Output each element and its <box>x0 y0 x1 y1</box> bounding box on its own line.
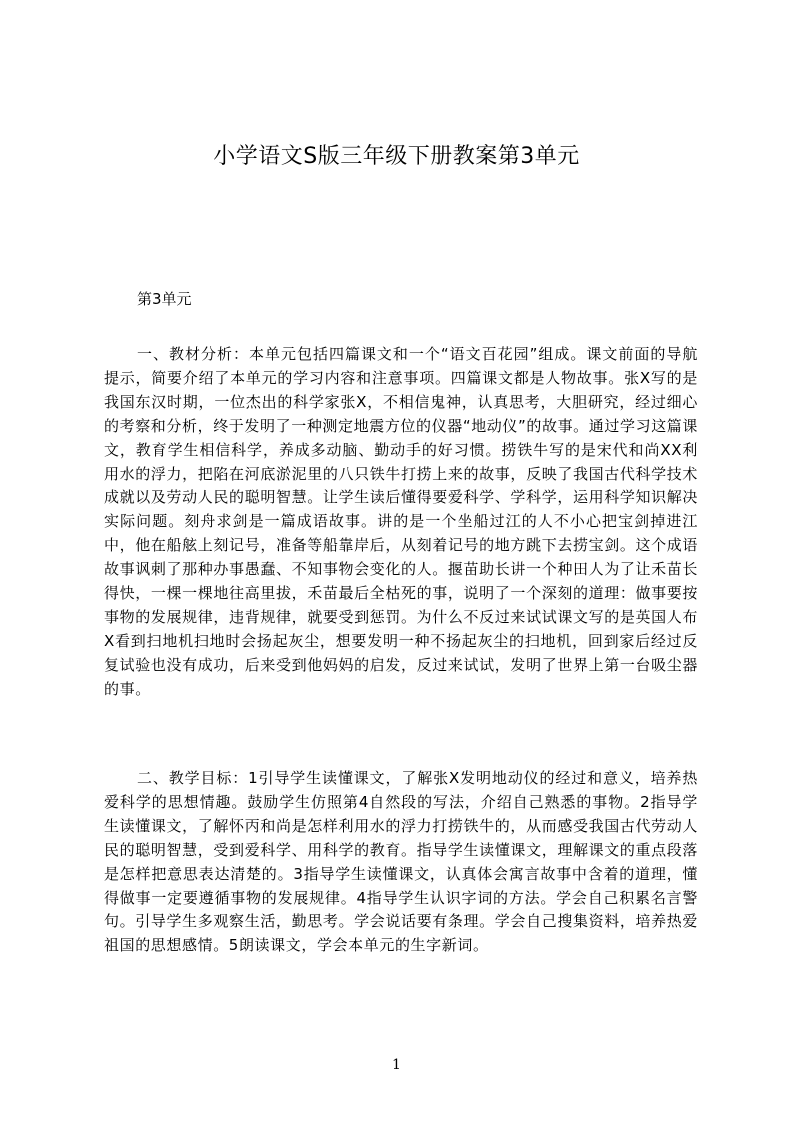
page-number: 1 <box>392 1057 401 1073</box>
unit-heading: 第3单元 <box>137 290 192 308</box>
document-title: 小学语文S版三年级下册教案第3单元 <box>213 144 580 169</box>
paragraph-material-analysis: 一、教材分析：本单元包括四篇课文和一个“语文百花园”组成。课文前面的导航提示，简要介绍了本单元的学习内容和注意事项。四篇课文都是人物故事。张X写的是我国东汉时期，一位杰出的科学家张X，不相信鬼神，认真思考，大胆研究，经过细心的考察和分析，终于发明了一种测定地震方位的仪器“地动仪”的故事。通过学习这篇课文，教育学生相信科学，养成多动脑、勤动手的好习惯。捞铁牛写的是宋代和尚XX利用水的浮力，把陷在河底淤泥里的八只铁牛打捞上来的故事，反映了我国古代科学技术成就以及劳动人民的聪明智慧。让学生读后懂得要爱科学、学科学，运用科学知识解决实际问题。刻舟求剑是一篇成语故事。讲的是一个坐船过江的人不小心把宝剑掉进江中，他在船舷上刻记号，准备等船靠岸后，从刻着记号的地方跳下去捞宝剑。这个成语故事讽刺了那种办事愚蠢、不知事物会变化的人。揠苗助长讲一个种田人为了让禾苗长得快，一棵一棵地往高里拔，禾苗最后全枯死的事，说明了一个深刻的道理：做事要按事物的发展规律，违背规律，就要受到惩罚。为什么不反过来试试课文写的是英国人布X看到扫地机扫地时会扬起灰尘，想要发明一种不扬起灰尘的扫地机，回到家后经过反复试验也没有成功，后来受到他妈妈的启发，反过来试试，发明了世界上第一台吸尘器的事。 <box>104 345 698 698</box>
paragraph-teaching-objectives: 二、教学目标：1引导学生读懂课文，了解张X发明地动仪的经过和意义，培养热爱科学的思想情趣。鼓励学生仿照第4自然段的写法，介绍自己熟悉的事物。2指导学生读懂课文，了解怀丙和尚是怎样利用水的浮力打捞铁牛的，从而感受我国古代劳动人民的聪明智慧，受到爱科学、用科学的教育。指导学生读懂课文，理解课文的重点段落是怎样把意思表达清楚的。3指导学生读懂课文，认真体会寓言故事中含着的道理，懂得做事一定要遵循事物的发展规律。4指导学生认识字词的方法。学会自己积累名言警句。引导学生多观察生活，勤思考。学会说话要有条理。学会自己搜集资料，培养热爱祖国的思想感情。5朗读课文，学会本单元的生字新词。 <box>104 769 698 955</box>
